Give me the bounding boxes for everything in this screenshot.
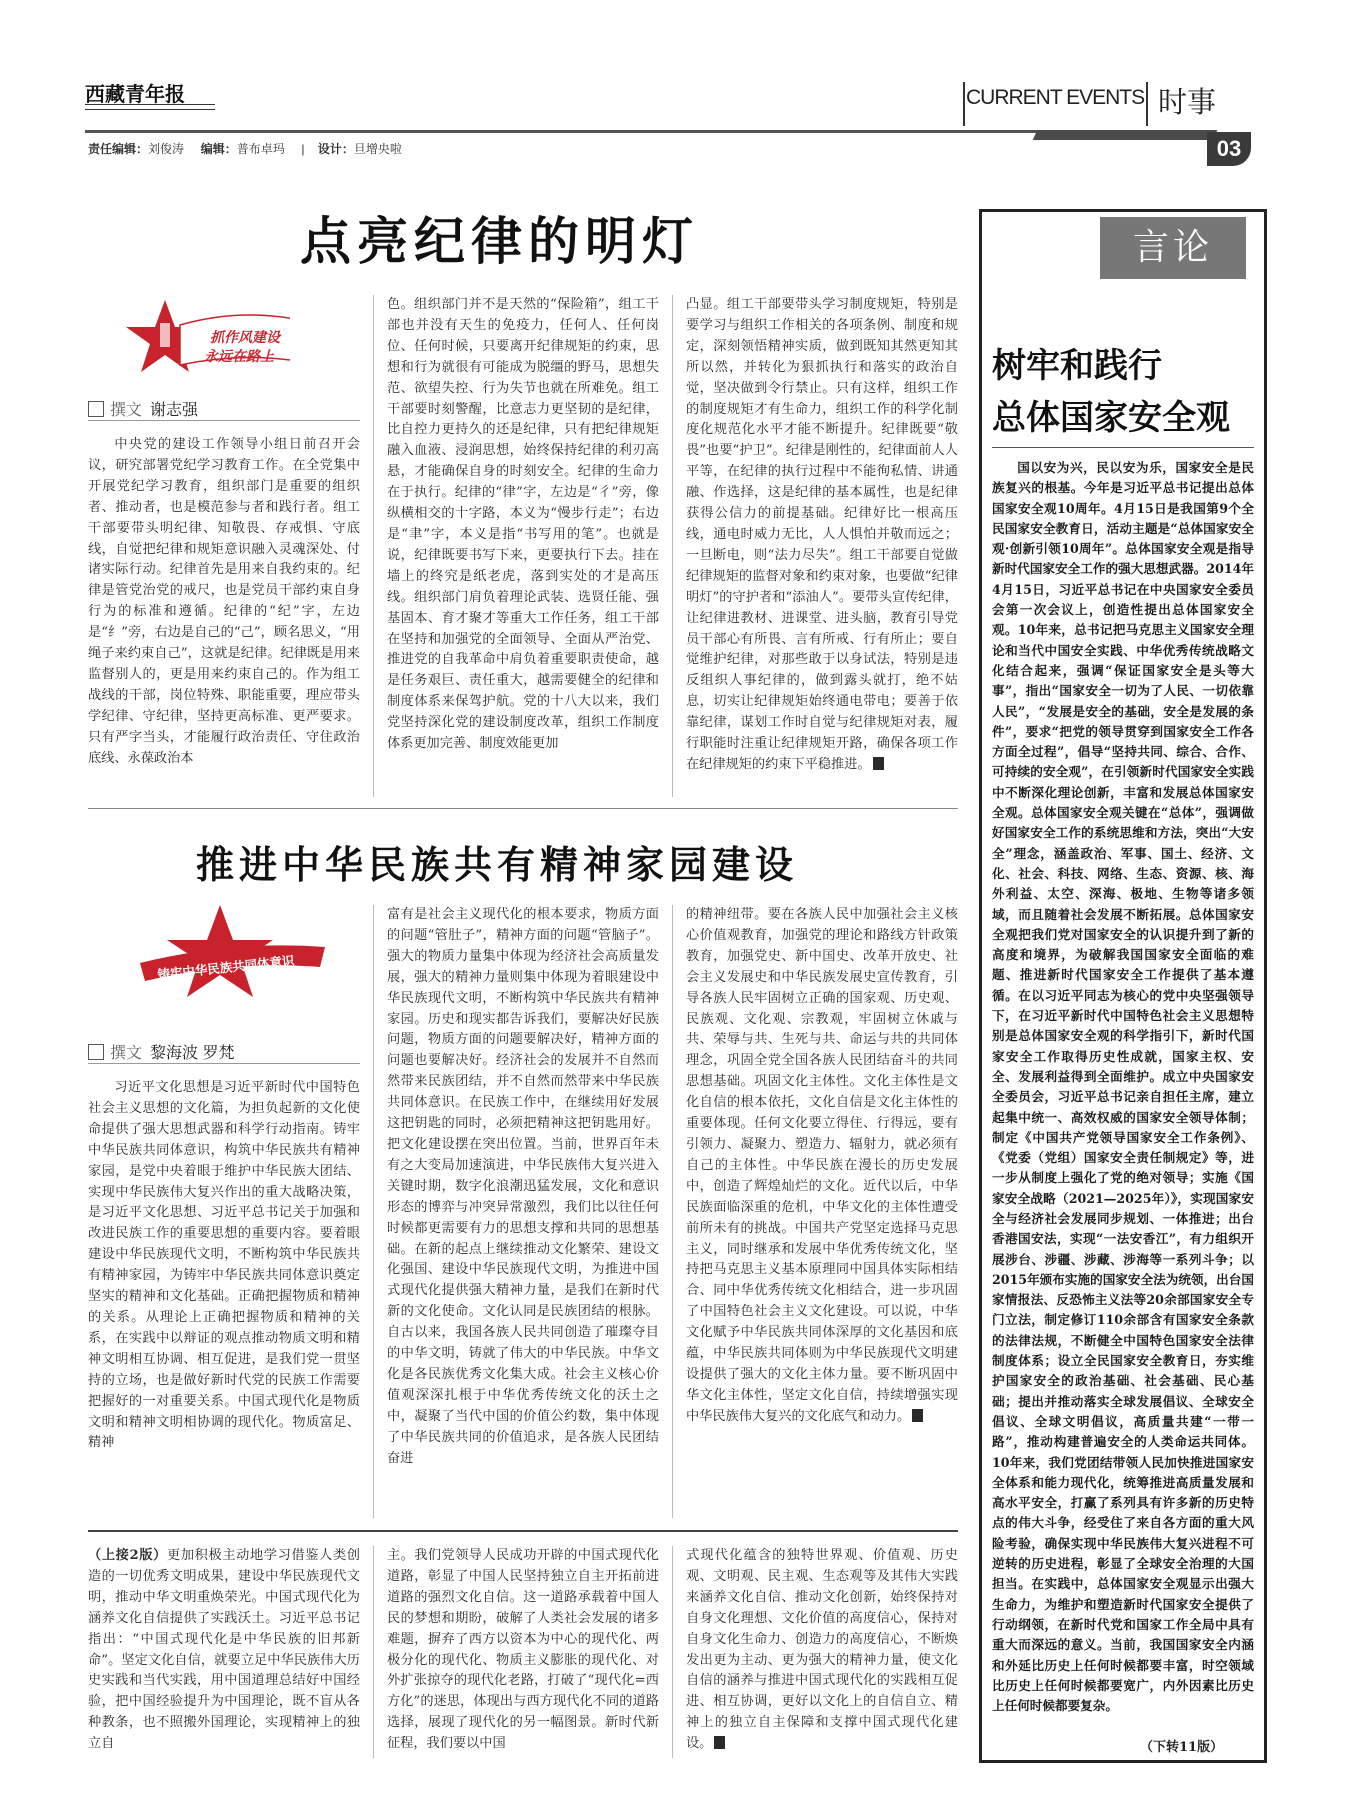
article3-column-1-text: 更加积极主动地学习借鉴人类创造的一切优秀文明成果，建设中华民族现代文明，推动中华文明重焕荣光。中国式现代化为涵养文化自信提供了实践沃土。习近平总书记指出：“中国式现代化是中华民族的旧邦新命”。坚定文化自信，就要立足中华民族伟大历史实践和当代实践，用中国道理总结好中国经验，把中国经验提升为中国理论，既不盲从各种教条，也不照搬外国理论，实现精神上的独立自 <box>88 1548 360 1752</box>
article1-title: 点亮纪律的明灯 <box>300 213 700 272</box>
byline-rule <box>88 420 360 421</box>
badge-text-line2: 永远在路上 <box>204 349 274 365</box>
editor: 刘俊涛 <box>148 142 185 156</box>
byline-author: 谢志强 <box>150 402 199 419</box>
continued-separator <box>88 1530 958 1532</box>
column-rule <box>373 295 374 797</box>
column-rule <box>373 1546 374 1758</box>
sidebar-text: 国以安为兴，民以安为乐，国家安全是民族复兴的根基。今年是习近平总书记提出总体国家安全观10周年。4月15日是我国第9个全民国家安全教育日，活动主题是“总体国家安全观·创新引领10周年”。总体国家安全观是指导新时代国家安全工作的强大思想武器。2014年4月15日，习近平总书记在中央国家安全委员会第一次会议上，创造性提出总体国家安全观。10年来，总书记把马克思主义国家安全理论和当代中国安全实践、中华优秀传统战略文化结合起来，强调“保证国家安全是头等大事”，指出“国家安全一切为了人民、一切依靠人民”，“发展是安全的基础，安全是发展的条件”，要求“把党的领导贯穿到国家安全工作各方面全过程”，倡导“坚持共同、综合、合作、可持续的安全观”，在引领新时代国家安全实践中不断深化理论创新，丰富和发展总体国家安全观。总体国家安全观关键在“总体”，强调做好国家安全工作的系统思维和方法，突出“大安全”理念，涵盖政治、军事、国土、经济、文化、社会、科技、网络、生态、资源、核、海外利益、太空、深海、极地、生物等诸多领域，而且随着社会发展不断拓展。总体国家安全观把我们党对国家安全的认识提升到了新的高度和境界，为破解我国国家安全面临的难题、推进新时代国家安全工作提供了基本遵循。在以习近平同志为核心的党中央坚强领导下，在习近平新时代中国特色社会主义思想特别是总体国家安全观的科学指引下，新时代国家安全工作取得历史性成就，国家主权、安全、发展利益得到全面维护。成立中央国家安全委员会，习近平总书记亲自担任主席，建立起集中统一、高效权威的国家安全领导体制；制定《中国共产党领导国家安全工作条例》、《党委（党组）国家安全责任制规定》等，进一步从制度上强化了党的绝对领导；实施《国家安全战略（2021—2025年）》，实现国家安全与经济社会发展同步规划、一体推进；出台香港国安法，实现“一法安香江”，有力组织开展涉台、涉疆、涉藏、涉海等一系列斗争；以2015年颁布实施的国家安全法为统领，出台国家情报法、反恐怖主义法等20余部国家安全专门立法，制定修订110余部含有国家安全条款的法律法规，不断健全中国特色国家安全法律制度体系；设立全民国家安全教育日，夯实维护国家安全的政治基础、社会基础、民心基础；提出并推动落实全球发展倡议、全球安全倡议、全球文明倡议，高质量共建“一带一路”，推动构建普遍安全的人类命运共同体。10年来，我们党团结带领人民加快推进国家安全体系和能力现代化，统筹推进高质量发展和高水平安全，打赢了系列具有许多新的历史特点的伟大斗争，经受住了来自各方面的重大风险考验，确保实现中华民族伟大复兴进程不可逆转的历史进程，彰显了全球安全治理的大国担当。在实践中，总体国家安全观显示出强大生命力，为维护和塑造新时代国家安全提供了行动纲领，在新时代党和国家工作全局中具有重大而深远的意义。当前，我国国家安全内涵和外延比历史上任何时候都要丰富，时空领域比历史上任何时候都要宽广，内外因素比历史上任何时候都要复杂。 <box>992 460 1254 1714</box>
byline-role: 撰文 <box>110 1045 143 1062</box>
sidebar-title <box>992 340 1252 444</box>
end-mark-icon <box>912 1409 923 1422</box>
continued-from-label: （上接2版） <box>88 1548 167 1563</box>
column-rule <box>672 295 673 797</box>
sidebar-title-line1: 树牢和践行 <box>992 346 1162 386</box>
section-name-en: CURRENT EVENTS <box>966 86 1145 109</box>
section-divider-right <box>1146 82 1148 126</box>
byline-role: 撰文 <box>110 402 143 419</box>
end-mark-icon <box>873 757 884 770</box>
article1-byline <box>88 397 198 420</box>
article2-byline <box>88 1040 234 1063</box>
paper-name-tibetan-rule <box>85 104 215 110</box>
article3-column-2: 主。我们党领导人民成功开辟的中国式现代化道路，彰显了中国人民坚持独立自主开拓前进道路的强烈文化自信。这一道路承载着中国人民的梦想和期盼，破解了人类社会发展的诸多难题，摒弃了西方以资本为中心的现代化、两极分化的现代化、物质主义膨胀的现代化、对外扩张掠夺的现代化老路，打破了“现代化=西方化”的迷思，体现出与西方现代化不同的道路选择，展现了现代化的另一幅图景。新时代新征程，我们要以中国 <box>387 1548 659 1752</box>
byline-author: 黎海波 罗梵 <box>150 1045 235 1062</box>
column-rule <box>672 1546 673 1758</box>
article2-title: 推进中华民族共有精神家园建设 <box>196 843 799 887</box>
article2-column-3 <box>686 905 958 1518</box>
article1-column-3 <box>686 295 958 797</box>
page-number: 03 <box>1207 132 1251 166</box>
sidebar-title-line2: 总体国家安全观 <box>992 398 1230 438</box>
sidebar-rule <box>992 447 1254 448</box>
article2-badge <box>135 905 335 1000</box>
article2-column-3-text: 的精神纽带。要在各族人民中加强社会主义核心价值观教育，加强党的理论和路线方针政策教育，加强党史、新中国史、改革开放史、社会主义发展史和中华民族发展史宣传教育，引导各族人民牢固树立正确的国家观、历史观、民族观、文化观、宗教观，牢固树立休戚与共、荣辱与共、生死与共、命运与共的共同体理念，巩固全党全国各族人民团结奋斗的共同思想基础。巩固文化主体性。文化主体性是文化自信的根本依托，文化自信是文化主体性的重要体现。任何文化要立得住、行得远，要有引领力、凝聚力、塑造力、辐射力，就必须有自己的主体性。中华民族在漫长的历史发展中，创造了辉煌灿烂的文化。近代以后，中华民族面临深重的危机，中华文化的主体性遭受前所未有的挑战。中国共产党坚定选择马克思主义，同时继承和发展中华优秀传统文化，坚持把马克思主义基本原理同中国具体实际相结合、同中华优秀传统文化相结合，进一步巩固了中国特色社会主义文化建设。可以说，中华文化赋予中华民族共同体深厚的文化基因和底蕴，中华民族共同体则为中华民族现代文明建设提供了强大的文化主体力量。要不断巩固中华文化主体性，坚定文化自信，持续增强实现中华民族伟大复兴的文化底气和动力。 <box>686 907 958 1424</box>
designer: 旦增央啦 <box>353 142 402 156</box>
article-separator <box>88 808 958 809</box>
section-name-cn: 时事 <box>1158 85 1217 119</box>
article3-column-3 <box>686 1546 958 1758</box>
article1-column-1: 中央党的建设工作领导小组日前召开会议，研究部署党纪学习教育工作。在全党集中开展党纪学习教育，组织部门是重要的组织者、推动者，也是模范参与者和践行者。组工干部要带头明纪律、知敬畏、存戒惧、守底线，自觉把纪律和规矩意识融入灵魂深处、付诸实际行动。纪律首先是用来自我约束的。纪律是管党治党的戒尺，也是党员干部约束自身行为的标准和遵循。纪律的“纪”字，左边是“纟”旁，右边是自己的“己”，顾名思义，“用绳子来约束自己”，这就是纪律。纪律既是用来监督别人的，更是用来约束自己的。作为组工战线的干部，岗位特殊、职能重要，理应带头学纪律、守纪律，坚持更高标准、更严要求。只有严字当头，才能履行政治责任、守住政治底线、永葆政治本 <box>88 437 360 766</box>
article1-badge <box>120 295 290 385</box>
editor2: 普布卓玛 <box>236 142 285 156</box>
article1-column-3-text: 凸显。组工干部要带头学习制度规矩，特别是要学习与组织工作相关的各项条例、制度和规定，深刻领悟精神实质，做到既知其然更知其所以然，并转化为狠抓执行和落实的政治自觉，坚决做到令行禁止。只有这样，组织工作的制度规矩才有生命力，组织工作的科学化制度化规范化水平才能不断提升。纪律既要“敬畏”也要“护卫”。纪律是刚性的，纪律面前人人平等，在纪律的执行过程中不能徇私情、讲通融、作选择，这是纪律的基本属性，也是纪律获得公信力的前提基础。纪律好比一根高压线，通电时威力无比，人人惧怕并敬而远之；一旦断电，则“法力尽失”。组工干部要自觉做纪律规矩的监督对象和约束对象，也要做“纪律明灯”的守护者和“添油人”。要带头宣传纪律，让纪律进教材、进课堂、进头脑，教育引导党员干部心有所畏、言有所戒、行有所止；要自觉维护纪律，对那些敢于以身试法，特别是违反组织人事纪律的，做到露头就打，绝不姑息，切实让纪律规矩始终通电带电；要善于依靠纪律，谋划工作时自觉与纪律规矩对表，履行职能时注重让纪律规矩开路，确保各项工作在纪律规矩的约束下平稳推进。 <box>686 297 958 772</box>
section-divider-left <box>963 82 965 126</box>
article3-column-3-text: 式现代化蕴含的独特世界观、价值观、历史观、文明观、民主观、生态观等及其伟大实践来涵养文化自信、推动文化创新，始终保持对自身文化理想、文化价值的高度信心，保持对自身文化生命力、创造力的高度信心，不断焕发出更为主动、更为强大的精神力量，使文化自信的涵养与推进中国式现代化的实践相互促进、相互协调，更好以文化上的自信自立、精神上的独立自主保障和支撑中国式现代化建设。 <box>686 1548 958 1752</box>
badge-text-line1: 抓作风建设 <box>210 330 280 346</box>
byline-icon <box>88 401 104 417</box>
article2-column-1: 习近平文化思想是习近平新时代中国特色社会主义思想的文化篇，为担负起新的文化使命提供了强大思想武器和科学行动指南。铸牢中华民族共同体意识，构筑中华民族共有精神家园，是党中央着眼于维护中华民族大团结、实现中华民族伟大复兴作出的重大战略决策，是习近平文化思想、习近平总书记关于加强和改进民族工作的重要思想的重要内容。要着眼建设中华民族现代文明，不断构筑中华民族共有精神家园，为铸牢中华民族共同体意识奠定坚实的精神和文化基础。正确把握物质和精神的关系。从理论上正确把握物质和精神的关系，在实践中以辩证的观点推动物质文明和精神文明相互协调、相互促进，是我们党一贯坚持的立场，也是做好新时代党的民族工作需要把握好的一对重要关系。中国式现代化是物质文明和精神文明相协调的现代化。物质富足、精神 <box>88 1080 360 1451</box>
article2-column-2: 富有是社会主义现代化的根本要求，物质方面的问题“管肚子”，精神方面的问题“管脑子”。强大的物质力量集中体现为经济社会高质量发展，强大的精神力量则集中体现为着眼建设中华民族现代文明，不断构筑中华民族共有精神家园。历史和现实都告诉我们，要解决好民族问题，物质方面的问题要解决好，精神方面的问题也要解决好。经济社会的发展并不自然而然带来民族团结，并不自然而然带来中华民族共同体意识。在民族工作中，在继续用好发展这把钥匙的同时，必须把精神这把钥匙用好。把文化建设摆在突出位置。当前，世界百年未有之大变局加速演进，中华民族伟大复兴进入关键时期，数字化浪潮迅猛发展，文化和意识形态的博弈与冲突异常激烈，我们比以往任何时候都更需要有力的思想支撑和共同的思想基础。在新的起点上继续推动文化繁荣、建设文化强国、建设中华民族现代文明，为推进中国式现代化提供强大精神力量，是我们在新时代新的文化使命。文化认同是民族团结的根脉。自古以来，我国各族人民共同创造了璀璨夺目的中华文明，铸就了伟大的中华民族。中华文化是各民族优秀文化集大成。社会主义核心价值观深深扎根于中华优秀传统文化的沃土之中，凝聚了当代中国的价值公约数，集中体现了中华民族共同的价值追求，是各族人民团结奋进 <box>387 907 659 1466</box>
byline-rule <box>88 1063 360 1064</box>
article1-column-2: 色。组织部门并不是天然的“保险箱”，组工干部也并没有天生的免疫力，任何人、任何岗位、任何时候，只要离开纪律规矩的约束，思想和行为就很有可能成为脱缰的野马，思想失范、欲望失控、行为失节也就在所难免。组工干部要时刻警醒，比意志力更坚韧的是纪律，比自控力更持久的还是纪律，只有把纪律规矩融入血液、浸润思想，始终保持纪律的利刃高悬，才能确保自身的时刻安全。纪律的生命力在于执行。纪律的“律”字，左边是“彳”旁，像纵横相交的十字路，本义为“慢步行走”；右边是“聿”字，本义是指“书写用的笔”。也就是说，纪律既要书写下来，更要执行下去。挂在墙上的终究是纸老虎，落到实处的才是高压线。组织部门肩负着理论武装、选贤任能、强基固本、育才聚才等重大工作任务，组工干部在坚持和加强党的全面领导、全面从严治党、推进党的自我革命中肩负着重要职责使命，越是任务艰巨、责任重大，越需要健全的纪律和制度体系来保驾护航。党的十八大以来，我们党坚持深化党的建设制度改革，组织工作制度体系更加完善、制度效能更加 <box>387 297 659 752</box>
design-label: 设计： <box>317 142 354 156</box>
continued-to-label: （下转11版） <box>1140 1740 1224 1755</box>
editor-label: 责任编辑： <box>88 142 149 156</box>
badge-text: 铸牢中华民族共同体意识 <box>156 952 296 983</box>
header-rule-accent <box>1033 130 1218 140</box>
column-rule <box>373 905 374 1518</box>
paper-name: 西藏青年报 <box>85 82 185 106</box>
column-rule <box>672 905 673 1518</box>
editor2-label: 编辑： <box>200 142 237 156</box>
credits: 责任编辑：刘俊涛 编辑：普布卓玛 | 设计：旦增央啦 <box>88 142 402 156</box>
end-mark-icon <box>714 1736 725 1749</box>
article3-column-1 <box>88 1546 360 1758</box>
byline-icon <box>88 1044 104 1060</box>
sidebar-tag: 言论 <box>1100 217 1246 279</box>
